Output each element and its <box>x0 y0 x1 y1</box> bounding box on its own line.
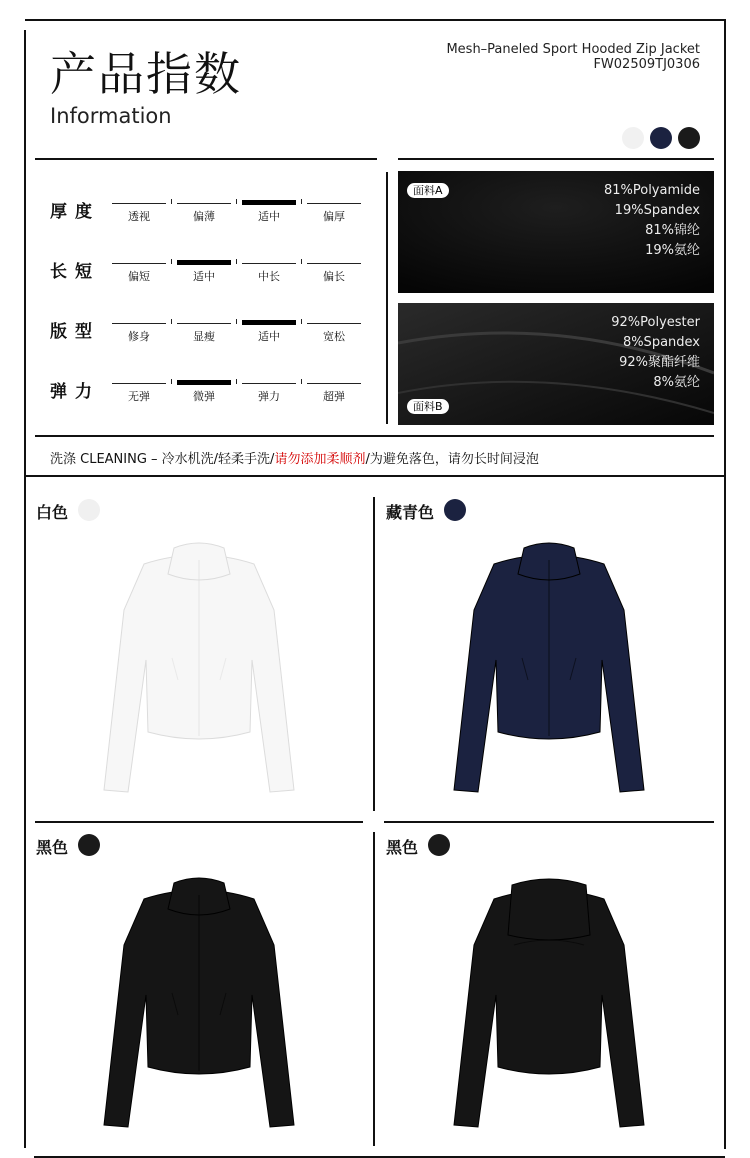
fabric-a-panel <box>398 171 714 293</box>
option-label: 适中 <box>258 210 280 223</box>
cleaning-prefix: 洗涤 CLEANING – 冷水机洗/轻柔手洗/ <box>50 452 275 467</box>
scale-bar <box>307 383 361 384</box>
color-dot <box>78 499 100 521</box>
gallery-vertical-divider-top <box>373 497 375 811</box>
attribute-option-selected <box>177 379 231 409</box>
fabric-line: 19%氨纶 <box>645 243 700 258</box>
option-label: 偏薄 <box>193 210 215 223</box>
attribute-option <box>112 319 166 349</box>
attribute-label: 版型 <box>50 322 100 342</box>
attribute-option <box>177 199 231 229</box>
gallery-vertical-divider-bottom <box>373 832 375 1146</box>
attribute-label: 长短 <box>50 262 100 282</box>
option-label: 无弹 <box>128 390 150 403</box>
scale-tick <box>171 379 172 384</box>
color-name: 藏青色 <box>386 503 435 522</box>
option-label: 中长 <box>258 270 280 283</box>
color-dot <box>444 499 466 521</box>
divider-cleaning-bottom <box>25 475 725 477</box>
option-label: 适中 <box>258 330 280 343</box>
scale-tick <box>301 379 302 384</box>
cleaning-instructions <box>50 448 539 467</box>
fabric-composition <box>611 313 700 393</box>
jacket-front-image <box>84 875 314 1141</box>
option-label: 偏长 <box>323 270 345 283</box>
attribute-option-selected <box>177 259 231 289</box>
option-label: 修身 <box>128 330 150 343</box>
attribute-scale <box>112 379 362 409</box>
attribute-scale <box>112 319 362 349</box>
option-label: 显瘦 <box>193 330 215 343</box>
scale-tick <box>301 319 302 324</box>
jacket-back-image <box>434 875 664 1141</box>
fabric-line: 81%Polyamide <box>603 183 700 198</box>
scale-bar <box>242 320 296 325</box>
divider-cleaning-top <box>35 435 714 437</box>
gallery-hline-right <box>384 821 714 823</box>
attribute-label: 弹力 <box>50 382 100 402</box>
fabric-line: 92%Polyester <box>611 315 700 330</box>
attribute-option-selected <box>242 199 296 229</box>
fabric-line: 92%聚酯纤维 <box>619 355 700 370</box>
color-dot <box>78 834 100 856</box>
option-label: 宽松 <box>323 330 345 343</box>
jacket-front-image <box>434 540 664 806</box>
left-border <box>24 30 26 1148</box>
attribute-option <box>307 199 361 229</box>
scale-bar <box>242 263 296 264</box>
attribute-option <box>307 379 361 409</box>
option-label: 透视 <box>128 210 150 223</box>
scale-tick <box>236 319 237 324</box>
attribute-scale <box>112 199 362 229</box>
attribute-option <box>242 379 296 409</box>
scale-bar <box>307 323 361 324</box>
option-label: 偏短 <box>128 270 150 283</box>
color-swatch-black[interactable] <box>678 127 700 149</box>
scale-bar <box>177 260 231 265</box>
scale-tick <box>171 199 172 204</box>
page-title: 产品指数 <box>50 47 242 101</box>
scale-bar <box>112 203 166 204</box>
right-border <box>724 19 726 1149</box>
attribute-option-selected <box>242 319 296 349</box>
attribute-option <box>307 259 361 289</box>
gallery-hline-left <box>35 821 363 823</box>
cleaning-suffix: /为避免落色，请勿长时间浸泡 <box>365 452 539 467</box>
option-label: 弹力 <box>258 390 280 403</box>
option-label: 微弹 <box>193 390 215 403</box>
fabric-tag: 面料B <box>407 399 449 414</box>
scale-bar <box>112 383 166 384</box>
color-dot <box>428 834 450 856</box>
fabric-line: 81%锦纶 <box>645 223 700 238</box>
scale-bar <box>112 263 166 264</box>
attribute-scale <box>112 259 362 289</box>
color-name: 白色 <box>36 503 69 522</box>
attribute-option <box>112 259 166 289</box>
option-label: 适中 <box>193 270 215 283</box>
color-name: 黑色 <box>36 838 69 857</box>
fabric-tag: 面料A <box>407 183 449 198</box>
color-swatch-white[interactable] <box>622 127 644 149</box>
scale-bar <box>112 323 166 324</box>
option-label: 偏厚 <box>323 210 345 223</box>
attribute-option <box>307 319 361 349</box>
divider-right <box>398 158 714 160</box>
fabric-line: 8%Spandex <box>622 335 700 350</box>
scale-bar <box>307 263 361 264</box>
jacket-front-image <box>84 540 314 806</box>
scale-bar <box>242 383 296 384</box>
product-info <box>446 42 700 72</box>
divider-vertical <box>386 172 388 424</box>
scale-tick <box>301 259 302 264</box>
fabric-line: 19%Spandex <box>614 203 700 218</box>
scale-tick <box>171 319 172 324</box>
scale-bar <box>177 380 231 385</box>
fabric-line: 8%氨纶 <box>653 375 700 390</box>
page-subtitle: Information <box>50 104 172 128</box>
product-code: FW02509TJ0306 <box>593 57 700 72</box>
scale-bar <box>242 200 296 205</box>
fabric-composition <box>604 181 700 261</box>
attribute-option <box>112 379 166 409</box>
option-label: 超弹 <box>323 390 345 403</box>
cleaning-warning: 请勿添加柔顺剂 <box>274 452 366 467</box>
attribute-label: 厚度 <box>50 202 100 222</box>
scale-bar <box>177 323 231 324</box>
product-name: Mesh–Paneled Sport Hooded Zip Jacket <box>446 42 700 57</box>
scale-tick <box>236 379 237 384</box>
scale-tick <box>171 259 172 264</box>
scale-tick <box>236 199 237 204</box>
attribute-option <box>112 199 166 229</box>
top-border <box>25 19 725 21</box>
scale-bar <box>177 203 231 204</box>
scale-tick <box>301 199 302 204</box>
scale-tick <box>236 259 237 264</box>
attribute-option <box>242 259 296 289</box>
divider-left <box>35 158 377 160</box>
attribute-option <box>177 319 231 349</box>
color-name: 黑色 <box>386 838 419 857</box>
color-swatch-navy[interactable] <box>650 127 672 149</box>
scale-bar <box>307 203 361 204</box>
fabric-b-panel <box>398 303 714 425</box>
